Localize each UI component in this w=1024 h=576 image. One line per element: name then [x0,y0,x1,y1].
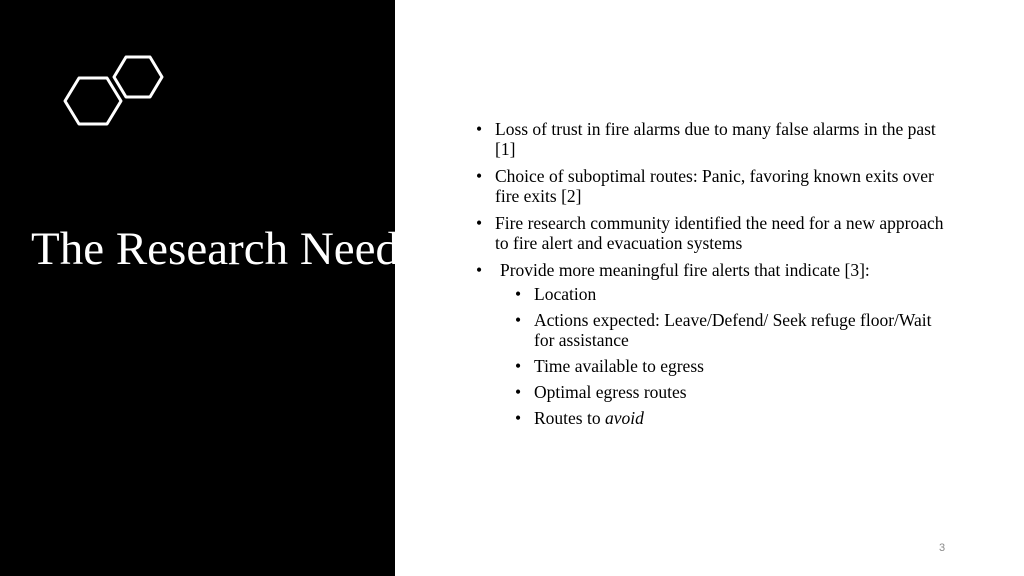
hexagon-pair-icon [60,52,164,134]
page-number: 3 [938,542,946,554]
sub-bullet-actions-expected: • Actions expected: Leave/Defend/ Seek refuge floor/Wait for assistance [513,310,954,350]
bullet-meaningful-alerts: • Provide more meaningful fire alerts that indicate [3]: [474,260,954,280]
bullet-false-alarms: • Loss of trust in fire alarms due to many false alarms in the past [1] [474,119,954,159]
bullet-list [474,119,954,434]
sub-bullet-optimal-routes: • Optimal egress routes [513,382,954,402]
sub-bullet-time-available: • Time available to egress [513,356,954,376]
title-panel [0,0,399,576]
page-title: The Research Need [31,223,399,275]
bullet-suboptimal-routes: • Choice of suboptimal routes: Panic, favoring known exits over fire exits [2] [474,166,954,206]
routes-to-label: Routes to [534,408,605,428]
sub-bullet-routes-to-avoid [513,408,954,428]
avoid-emphasis: avoid [604,408,644,428]
bullet-research-need: • Fire research community identified the need for a new approach to fire alert and evacuation systems [474,213,954,253]
sub-bullet-location: • Location [513,284,954,304]
